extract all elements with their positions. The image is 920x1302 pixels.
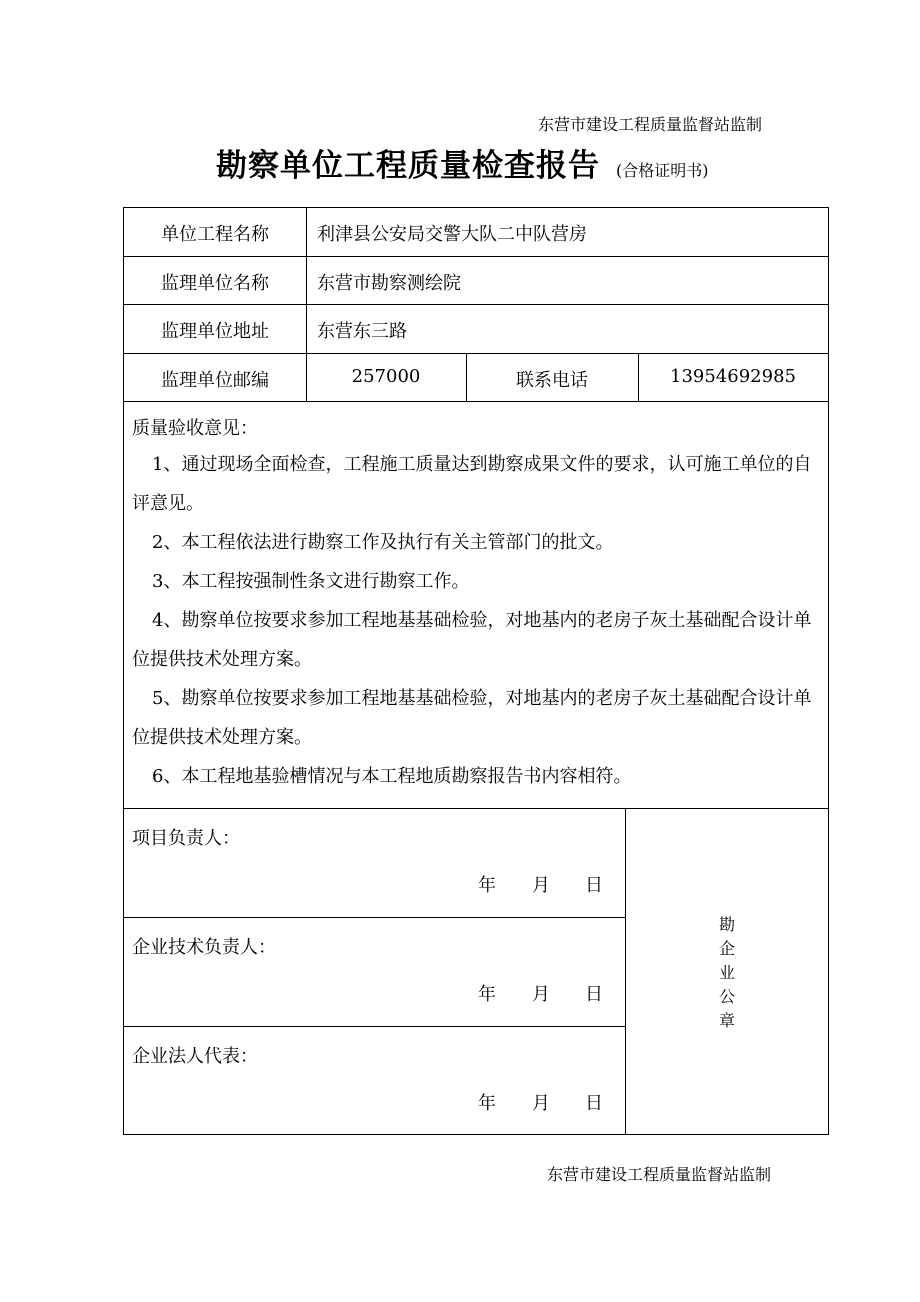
supervisor-name-label: 监理单位名称 <box>161 273 269 294</box>
supervision-note-bottom: 东营市建设工程质量监督站监制 <box>547 1165 772 1184</box>
opinion-item-3: 3、本工程按强制性条文进行勘察工作。 <box>152 571 470 592</box>
supervisor-address-label: 监理单位地址 <box>161 321 269 342</box>
date-month: 月 <box>532 875 550 896</box>
opinion-item-6: 6、本工程地基验槽情况与本工程地质勘察报告书内容相符。 <box>152 766 632 787</box>
seal-char: 业 <box>718 963 735 982</box>
company-seal-label <box>717 913 737 1033</box>
row-divider <box>124 1026 625 1027</box>
postcode-value: 257000 <box>351 366 421 387</box>
supervisor-address-value: 东营东三路 <box>317 321 407 342</box>
date-day: 日 <box>585 875 603 896</box>
seal-char: 企 <box>718 939 735 958</box>
seal-char: 勘 <box>718 915 735 934</box>
supervision-note-top: 东营市建设工程质量监督站监制 <box>538 115 763 134</box>
report-title: 勘察单位工程质量检查报告 <box>216 148 600 184</box>
date-year: 年 <box>478 984 496 1005</box>
column-divider <box>625 808 626 1134</box>
report-form <box>123 207 829 1135</box>
opinion-item-4: 4、勘察单位按要求参加工程地基基础检验，对地基内的老房子灰土基础配合设计单位提供技术处理方案。 <box>132 610 812 670</box>
date-day: 日 <box>585 984 603 1005</box>
opinion-item-2: 2、本工程依法进行勘察工作及执行有关主管部门的批文。 <box>152 532 614 553</box>
phone-label: 联系电话 <box>516 370 588 391</box>
project-name-label: 单位工程名称 <box>161 224 269 245</box>
row-divider <box>124 353 828 354</box>
row-divider <box>124 401 828 402</box>
postcode-label: 监理单位邮编 <box>161 370 269 391</box>
phone-value: 13954692985 <box>670 366 796 387</box>
row-divider <box>124 808 828 809</box>
seal-char: 公 <box>718 987 735 1006</box>
opinion-heading: 质量验收意见： <box>132 418 258 439</box>
seal-char: 章 <box>718 1011 735 1030</box>
opinion-item-5: 5、勘察单位按要求参加工程地基基础检验，对地基内的老房子灰土基础配合设计单位提供技术处理方案。 <box>132 688 812 748</box>
row-divider <box>124 304 828 305</box>
project-leader-label: 项目负责人： <box>132 828 240 849</box>
report-subtitle: (合格证明书) <box>616 161 709 180</box>
tech-leader-label: 企业技术负责人： <box>132 937 276 958</box>
project-name-value: 利津县公安局交警大队二中队营房 <box>317 224 587 245</box>
date-year: 年 <box>478 875 496 896</box>
date-day: 日 <box>585 1093 603 1114</box>
legal-rep-label: 企业法人代表： <box>132 1046 258 1067</box>
date-month: 月 <box>532 984 550 1005</box>
row-divider <box>124 917 625 918</box>
supervisor-name-value: 东营市勘察测绘院 <box>317 273 461 294</box>
opinion-item-1: 1、通过现场全面检查，工程施工质量达到勘察成果文件的要求，认可施工单位的自评意见。 <box>132 454 812 514</box>
title-block <box>216 140 709 185</box>
row-divider <box>124 256 828 257</box>
date-month: 月 <box>532 1093 550 1114</box>
date-year: 年 <box>478 1093 496 1114</box>
